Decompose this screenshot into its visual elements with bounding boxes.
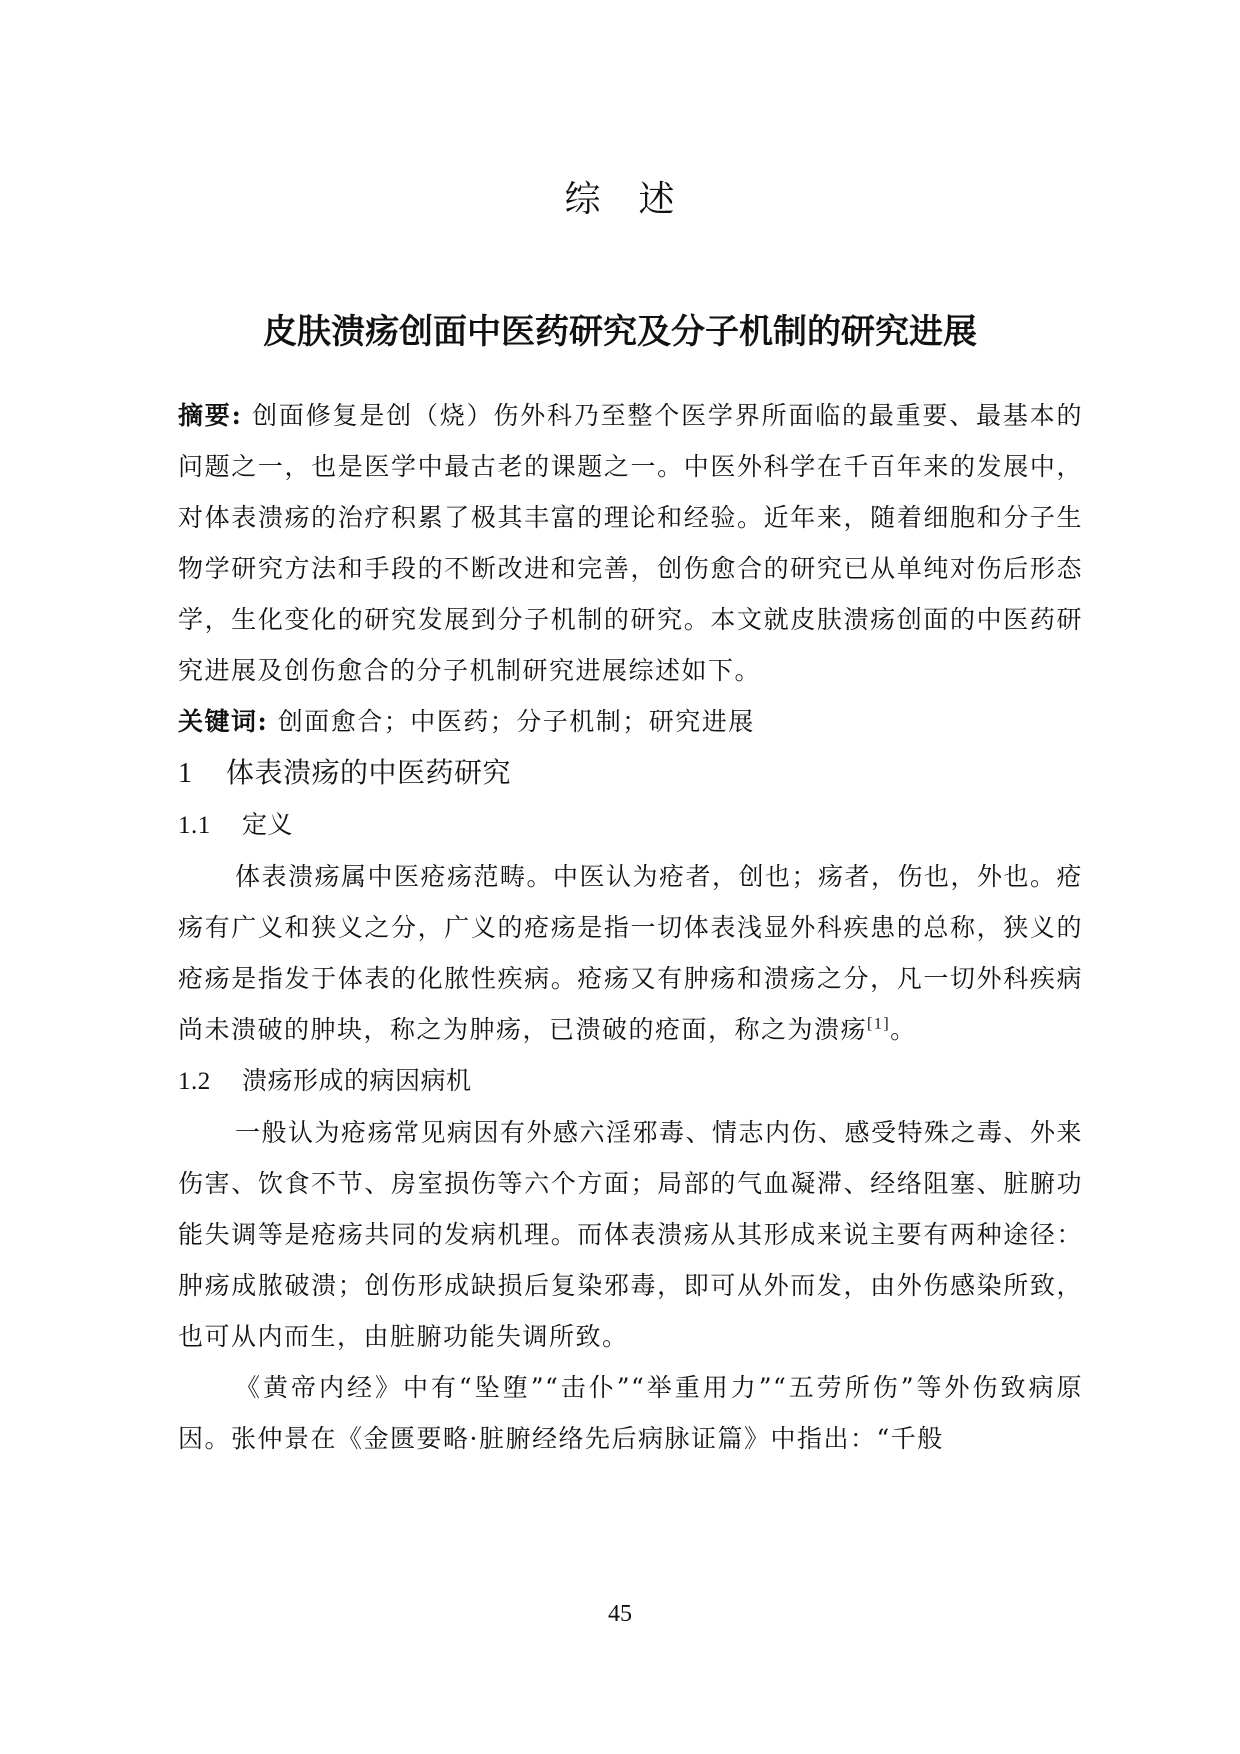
article-body xyxy=(178,390,1083,1464)
body-paragraph xyxy=(178,1107,1083,1362)
abstract-label: 摘要: xyxy=(178,401,243,430)
subsection-number: 1.2 xyxy=(178,1068,211,1095)
paragraph-end: 。 xyxy=(890,1015,917,1044)
section-label: 综 述 xyxy=(564,179,676,220)
subsection-title: 定义 xyxy=(242,810,294,839)
section-number: 1 xyxy=(178,758,193,789)
subsection-heading xyxy=(178,1055,1083,1107)
abstract-spacer xyxy=(242,401,252,430)
subsection-number: 1.1 xyxy=(178,812,211,839)
body-paragraph xyxy=(178,1362,1083,1464)
section-heading xyxy=(178,747,1083,799)
keywords-text: 创面愈合；中医药；分子机制；研究进展 xyxy=(277,707,755,736)
paper-title: 皮肤溃疡创面中医药研究及分子机制的研究进展 xyxy=(263,311,977,352)
abstract-text: 创面修复是创（烧）伤外科乃至整个医学界所面临的最重要、最基本的问题之一，也是医学中最古老的课题之一。中医外科学在千百年来的发展中，对体表溃疡的治疗积累了极其丰富的理论和经验。近年来，随着细胞和分子生物学研究方法和手段的不断改进和完善，创伤愈合的研究已从单纯对伤后形态学，生化变化的研究发展到分子机制的研究。本文就皮肤溃疡创面的中医药研究进展及创伤愈合的分子机制研究进展综述如下。 xyxy=(178,401,1083,685)
subsection-heading xyxy=(178,799,1083,851)
paragraph-text: 一般认为疮疡常见病因有外感六淫邪毒、情志内伤、感受特殊之毒、外来伤害、饮食不节、房室损伤等六个方面；局部的气血凝滞、经络阻塞、脏腑功能失调等是疮疡共同的发病机理。而体表溃疡从其形成来说主要有两种途径：肿疡成脓破溃；创伤形成缺损后复染邪毒，即可从外而发，由外伤感染所致，也可从内而生，由脏腑功能失调所致。 xyxy=(178,1118,1084,1351)
paragraph-text: 《黄帝内经》中有“坠堕”“击仆”“举重用力”“五劳所伤”等外伤致病原因。张仲景在《金匮要略·脏腑经络先后病脉证篇》中指出：“千般 xyxy=(178,1373,1083,1453)
paragraph-text: 体表溃疡属中医疮疡范畴。中医认为疮者，创也；疡者，伤也，外也。疮疡有广义和狭义之分，广义的疮疡是指一切体表浅显外科疾患的总称，狭义的疮疡是指发于体表的化脓性疾病。疮疡又有肿疡和溃疡之分，凡一切外科疾病尚未溃破的肿块，称之为肿疡，已溃破的疮面，称之为溃疡 xyxy=(178,862,1084,1044)
citation-marker: [1] xyxy=(867,1015,891,1033)
body-paragraph xyxy=(178,851,1083,1055)
keywords-paragraph xyxy=(178,696,1083,747)
section-title: 体表溃疡的中医药研究 xyxy=(226,756,512,789)
keywords-label: 关键词: xyxy=(178,707,269,736)
abstract-paragraph xyxy=(178,390,1083,696)
keywords-spacer xyxy=(268,707,277,736)
subsection-title: 溃疡形成的病因病机 xyxy=(242,1066,472,1095)
page-number: 45 xyxy=(608,1601,632,1627)
